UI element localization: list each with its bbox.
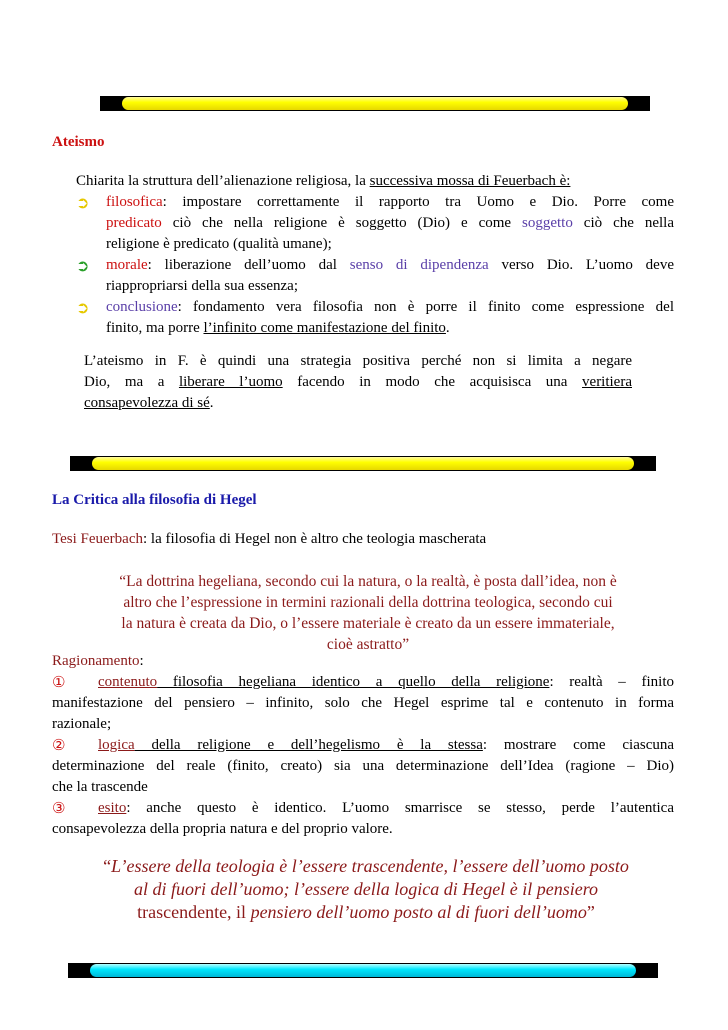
section-title-ateismo: Ateismo [52,134,105,150]
divider-bar-middle [70,456,656,471]
arrow-right-circle-icon: ➲ [76,298,90,317]
point1-line1 [98,672,674,693]
intro-line [76,171,570,192]
quote1-line2: altro che l’espressione in termini razionali della dottrina teologica, secondo cui [123,594,613,611]
point2-term: logica [98,737,135,753]
bullet3-line2 [106,318,450,339]
bullet2-text2: verso Dio. L’uomo deve [488,257,674,273]
bullet2-text: : liberazione dell’uomo dal [147,257,350,273]
quote2-line2: al di fuori dell’uomo; l’essere della logica di Hegel è il pensiero [133,879,599,899]
quote1-line3: la natura è creata da Dio, o l’essere materiale è creato da un essere immateriale, [121,615,615,632]
section-title-hegel: La Critica alla filosofia di Hegel [52,492,257,508]
bullet3-period: . [445,320,450,336]
ragionamento-colon: : [139,653,144,669]
circled-number-2: ② [52,736,66,754]
para-underlined-1: liberare l’uomo [178,374,283,390]
point3-line1 [98,798,674,819]
point2-line2: determinazione del reale (finito, creato) sia una determinazione dell’Idea (ragione – Dio) [52,758,674,774]
quote1-line4: cioè astratto” [326,636,410,653]
point2-line1 [98,735,674,756]
bullet1-text: : impostare correttamente il rapporto tra Uomo e Dio. Porre come [162,194,674,210]
quote2-line1 [60,855,672,878]
quote2-text3b: pensiero dell’uomo posto al di fuori dell’uomo [250,902,587,922]
para-line1: L’ateismo in F. è quindi una strategia positiva perché non si limita a negare [84,353,632,369]
quote2-text1: L’essere della teologia è l’essere trascendente, l’essere dell’uomo posto [111,856,629,876]
tesi-text: : la filosofia di Hegel non è altro che teologia mascherata [143,531,487,547]
intro-underlined: successiva mossa di Feuerbach è: [369,173,571,189]
point1-line3: razionale; [52,716,112,732]
para-period: . [209,395,214,411]
arrow-right-circle-icon: ➲ [76,256,90,275]
para-text2: facendo in modo che acquisisca una [282,374,583,390]
point1-text: : realtà – finito [549,674,675,690]
divider-bar-bottom [68,963,658,978]
bullet3-term: conclusione [106,299,178,315]
para-line3 [84,393,214,414]
point2-underlined: della religione e dell’hegelismo è la stessa [134,737,483,753]
bullet2-term-dipendenza: senso di dipendenza [349,257,489,273]
divider-glow [92,457,634,470]
bullet1-line2 [106,213,674,234]
quote2-line3 [60,901,672,924]
point3-term: esito [98,800,127,816]
bullet2-term: morale [106,257,148,273]
divider-glow-cyan [90,964,636,977]
ragionamento-label: Ragionamento [52,653,140,669]
bullet3-underlined: l’infinito come manifestazione del finito [203,320,446,336]
point3-text: : anche questo è identico. L’uomo smarrisce se stesso, perde l’autentica [126,800,674,816]
divider-bar-top [100,96,650,111]
para-line2 [84,372,632,393]
point2-text: : mostrare come ciascuna [482,737,675,753]
tesi-line [52,529,486,550]
point1-term: contenuto [98,674,158,690]
bullet2-line1 [106,255,674,276]
point3-line2: consapevolezza della propria natura e del proprio valore. [52,821,393,837]
quote2-close-mark: ” [586,902,595,922]
point1-line2: manifestazione del pensiero – infinito, solo che Hegel esprime tal e contenuto in forma [52,695,674,711]
point2-line3: che la trascende [52,779,148,795]
bullet1-text2: ciò che nella religione è soggetto (Dio) e come [161,215,523,231]
ragionamento-line [52,651,144,672]
para-underlined-2: veritiera [582,374,632,390]
bullet3-text: : fondamento vera filosofia non è porre il finito come espressione del [177,299,674,315]
bullet1-term-soggetto: soggetto [522,215,573,231]
bullet1-text3: ciò che nella [572,215,674,231]
bullet2-line2: riappropriarsi della sua essenza; [106,278,299,294]
point1-underlined: filosofia hegeliana identico a quello della religione [157,674,550,690]
bullet1-term: filosofica [106,194,163,210]
intro-text: Chiarita la struttura dell’alienazione religiosa, la [76,173,370,189]
bullet1-line3: religione è predicato (qualità umane); [106,236,332,252]
para-underlined-3: consapevolezza di sé [84,395,210,411]
divider-glow [122,97,628,110]
circled-number-1: ① [52,673,66,691]
bullet3-text2: finito, ma porre [106,320,204,336]
quote1-line1: “La dottrina hegeliana, secondo cui la natura, o la realtà, è posta dall’idea, non è [119,573,617,590]
tesi-label: Tesi Feuerbach [52,531,143,547]
para-text: Dio, ma a [84,374,179,390]
bullet1-term-predicato: predicato [106,215,162,231]
quote2-text3a: trascendente, il [137,902,251,922]
arrow-right-circle-icon: ➲ [76,193,90,212]
quote2-open-mark: “ [103,856,112,876]
bullet1-line1 [106,192,674,213]
circled-number-3: ③ [52,799,66,817]
bullet3-line1 [106,297,674,318]
